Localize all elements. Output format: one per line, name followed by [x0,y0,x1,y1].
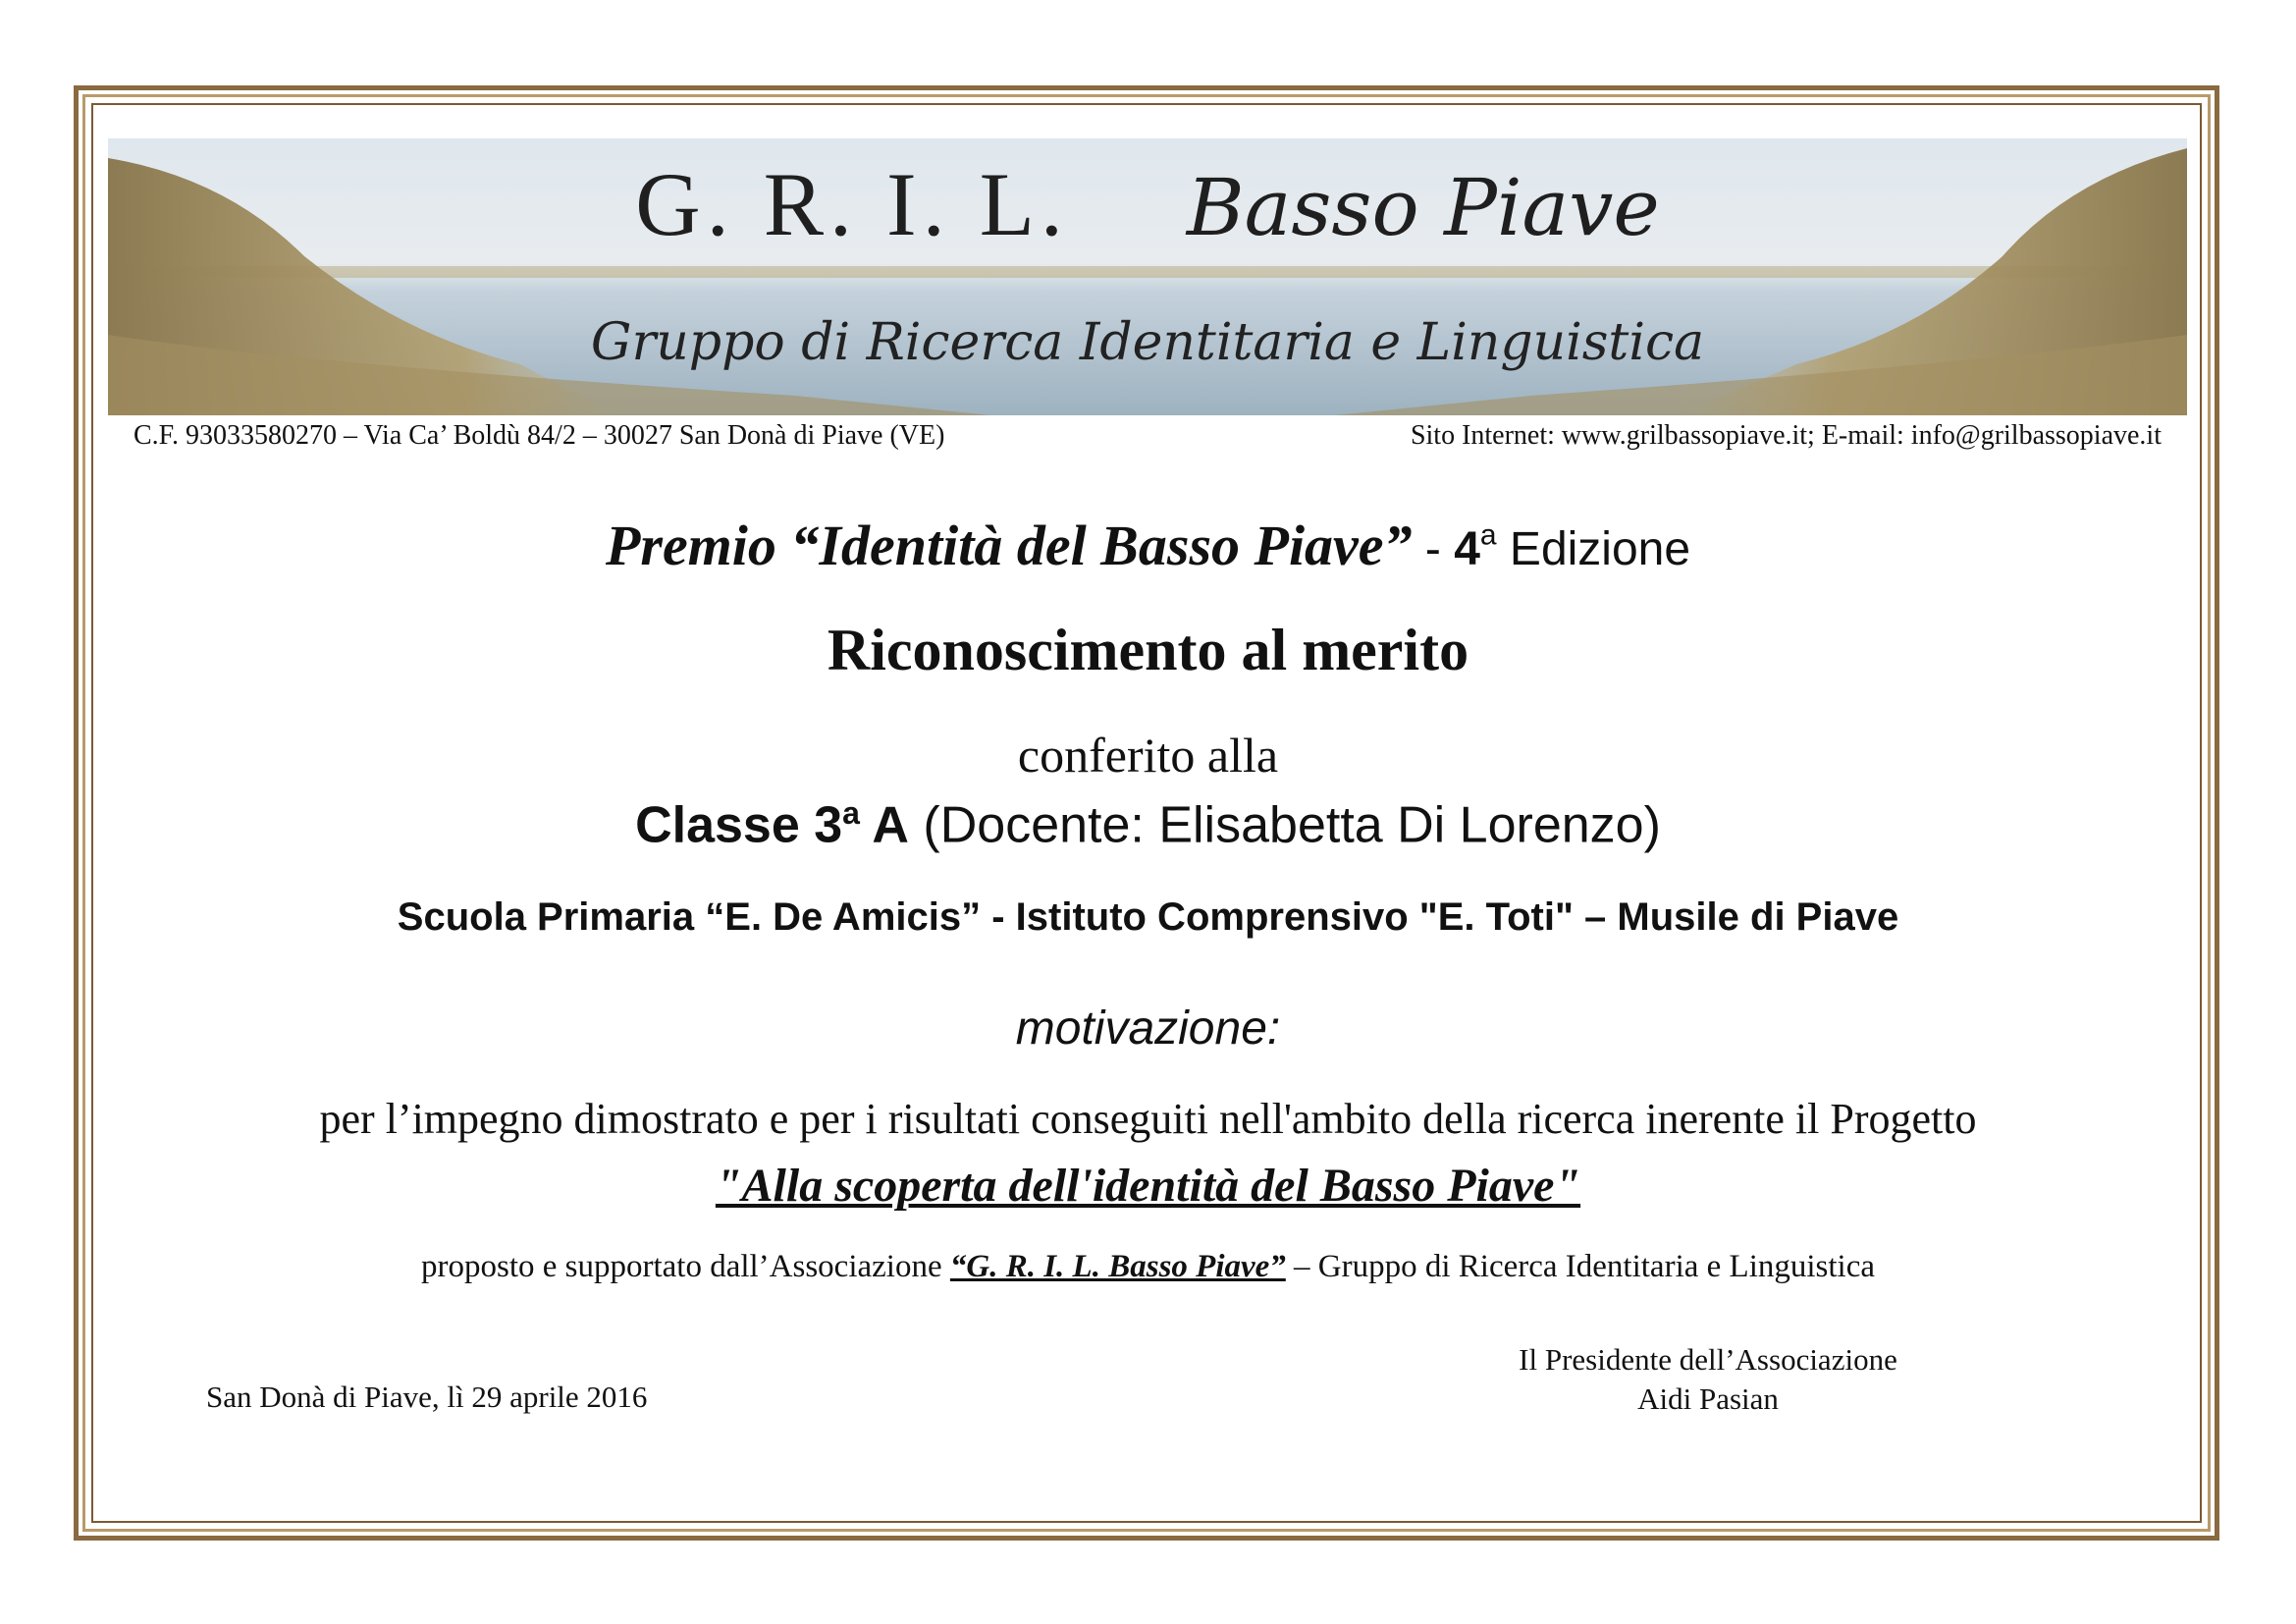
proposed-by-text [0,1249,2296,1285]
premio-edition-label: Edizione [1496,523,1691,575]
recipient-class [0,795,2296,854]
class-label: Classe 3 [635,796,843,854]
president-signature-block [1492,1340,1924,1419]
project-title: "Alla scoperta dell'identità del Basso Piave" [715,1160,1581,1212]
premio-title: Premio “Identità del Basso Piave” [605,514,1413,577]
header-banner [108,138,2187,415]
president-role: Il Presidente dell’Associazione [1519,1342,1897,1377]
proposed-by-prefix: proposto e supportato dall’Associazione [420,1249,950,1284]
banner-title-gril: G. R. I. L. [635,154,1069,254]
award-title: Riconoscimento al merito [827,618,1469,682]
place-and-date: San Donà di Piave, lì 29 aprile 2016 [206,1380,648,1414]
contact-web-email: Sito Internet: www.grilbassopiave.it; E-mail: info@grilbassopiave.it [1410,420,2162,451]
premio-edition-number: 4 [1454,523,1480,575]
premio-heading [0,513,2296,578]
motivation-label: motivazione: [1015,1002,1281,1055]
class-sup: a [842,795,860,831]
contact-address: C.F. 93033580270 – Via Ca’ Boldù 84/2 – 30027 San Donà di Piave (VE) [133,420,945,451]
premio-edition-sup: a [1479,518,1497,552]
school-name: Scuola Primaria “E. De Amicis” - Istituto Comprensivo "E. Toti" – Musile di Piave [397,895,1899,939]
premio-dash: - [1412,523,1455,575]
proposed-by-suffix: – Gruppo di Ricerca Identitaria e Linguistica [1285,1249,1876,1284]
banner-title-basso-piave: Basso Piave [1186,162,1660,253]
class-teacher: (Docente: Elisabetta Di Lorenzo) [908,796,1661,854]
conferred-to-text: conferito alla [1017,728,1279,783]
banner-subtitle: Gruppo di Ricerca Identitaria e Linguistica [590,313,1705,372]
association-name: “G. R. I. L. Basso Piave” [949,1249,1286,1284]
class-letter: A [859,796,909,854]
president-name: Aidi Pasian [1637,1381,1779,1416]
banner-title [108,152,2187,256]
motivation-text: per l’impegno dimostrato e per i risultati conseguiti nell'ambito della ricerca inerente il Progetto [319,1095,1977,1143]
